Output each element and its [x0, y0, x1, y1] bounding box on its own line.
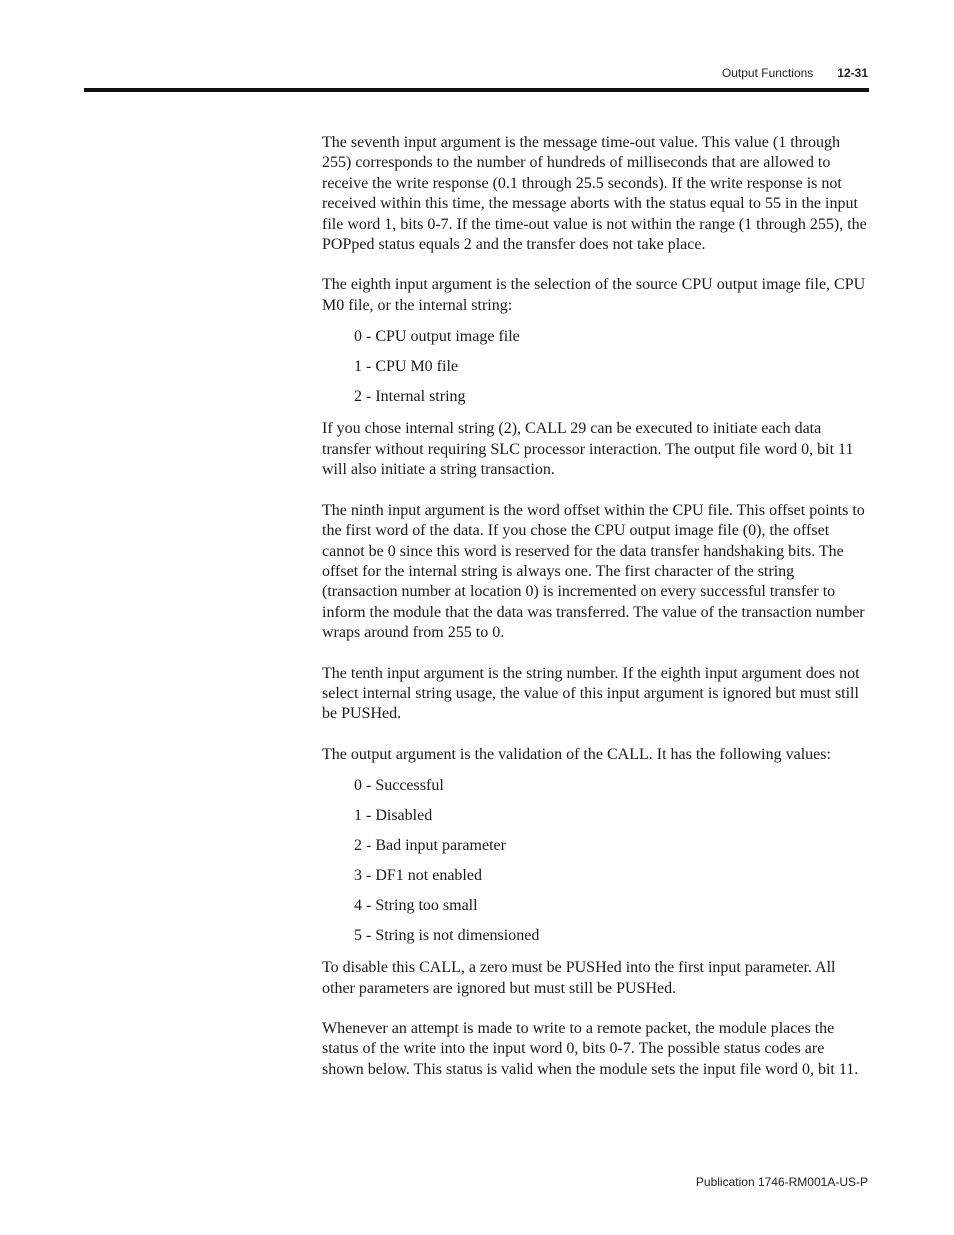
- list-item: 4 - String too small: [354, 896, 478, 914]
- list-item: 0 - CPU output image file: [354, 328, 520, 346]
- publication-footer: Publication 1746-RM001A-US-P: [695, 1175, 868, 1189]
- source-options-list: [322, 327, 870, 407]
- body-text: [322, 133, 870, 1100]
- list-item: 2 - Bad input parameter: [354, 836, 506, 854]
- list-item: 1 - Disabled: [354, 807, 433, 825]
- list-item: 2 - Internal string: [354, 388, 466, 406]
- paragraph-output-argument: The output argument is the validation of the CALL. It has the following values:: [322, 745, 831, 763]
- list-item: 3 - DF1 not enabled: [354, 866, 482, 884]
- page-header: [722, 66, 868, 80]
- paragraph-string-number: The tenth input argument is the string number. If the eighth input argument does not select internal string usage, the value of this input argument is ignored but must still be PUSHed.: [322, 664, 860, 723]
- paragraph-disable-call: To disable this CALL, a zero must be PUSHed into the first input parameter. All other parameters are ignored but must still be PUSHed.: [322, 959, 836, 997]
- paragraph-internal-string: If you chose internal string (2), CALL 29 can be executed to initiate each data transfer without requiring SLC processor interaction. The output file word 0, bit 11 will also initiate a string transaction.: [322, 420, 854, 479]
- header-rule: [84, 88, 869, 92]
- section-title: Output Functions: [721, 66, 814, 80]
- list-item: 0 - Successful: [354, 777, 444, 795]
- paragraph-timeout: The seventh input argument is the message time-out value. This value (1 through 255) corresponds to the number of hundreds of milliseconds that are allowed to receive the write response (0.1 through 25.5 seconds). If the write response is not received within this time, the message aborts with the status equal to 55 in the input file word 1, bits 0-7. If the time-out value is not within the range (1 through 255), the POPped status equals 2 and the transfer does not take place.: [322, 134, 867, 254]
- paragraph-source-selection: The eighth input argument is the selection of the source CPU output image file, CPU M0 file, or the internal string:: [322, 276, 866, 314]
- list-item: 1 - CPU M0 file: [354, 358, 458, 376]
- paragraph-word-offset: The ninth input argument is the word offset within the CPU file. This offset points to the first word of the data. If you chose the CPU output image file (0), the offset cannot be 0 since this word is reserved for the data transfer handshaking bits. The offset for the internal string is always one. The first character of the string (transaction number at location 0) is incremented on every successful transfer to inform the module that the data was transferred. The value of the transaction number wraps around from 255 to 0.: [322, 501, 865, 642]
- page-number: 12-31: [837, 66, 868, 80]
- list-item: 5 - String is not dimensioned: [354, 926, 540, 944]
- output-values-list: [322, 776, 870, 946]
- paragraph-status-codes: Whenever an attempt is made to write to a remote packet, the module places the status of the write into the input word 0, bits 0-7. The possible status codes are shown below. This status is valid when the module sets the input file word 0, bit 11.: [322, 1019, 859, 1078]
